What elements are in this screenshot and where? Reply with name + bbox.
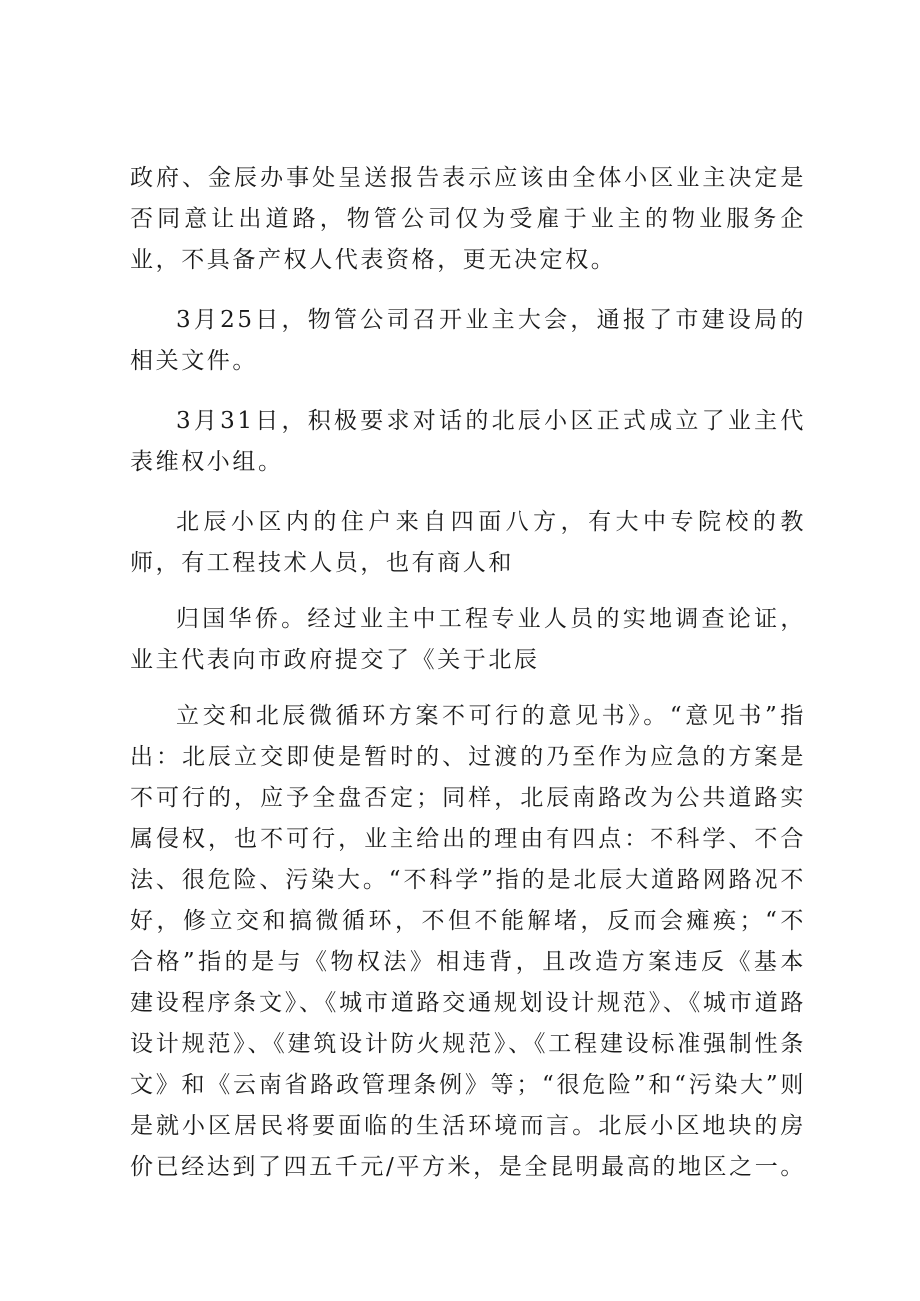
paragraph-march-31: 3月31日，积极要求对话的北辰小区正式成立了业主代表维权小组。 [130,408,806,475]
document-body [130,158,806,1207]
paragraph-opinion-letter: 立交和北辰微循环方案不可行的意见书》。“意见书”指出：北辰立交即使是暂时的、过渡的乃至作为应急的方案是不可行的，应予全盘否定；同样，北辰南路改为公共道路实属侵权，也不可行，业主给出的理由有四点：不科学、不合法、很危险、污染大。“不科学”指的是北辰大道路网路况不好，修立交和搞微循环，不但不能解堵，反而会瘫痪；“不合格”指的是与《物权法》相违背，且改造方案违反《基本建设程序条文》、《城市道路交通规划设计规范》、《城市道路设计规范》、《建筑设计防火规范》、《工程建设标准强制性条文》和《云南省路政管理条例》等；“很危险”和“污染大”则是就小区居民将要面临的生活环境而言。北辰小区地块的房价已经达到了四五千元/平方米，是全昆明最高的地区之一。 [130,703,806,1180]
paragraph-residents: 北辰小区内的住户来自四面八方，有大中专院校的教师，有工程技术人员，也有商人和 [130,509,806,576]
paragraph-march-25: 3月25日，物管公司召开业主大会，通报了市建设局的相关文件。 [130,307,806,374]
paragraph-overseas-chinese: 归国华侨。经过业主中工程专业人员的实地调查论证，业主代表向市政府提交了《关于北辰 [130,606,806,673]
paragraph-continuation: 政府、金辰办事处呈送报告表示应该由全体小区业主决定是否同意让出道路，物管公司仅为受雇于业主的物业服务企业，不具备产权人代表资格，更无决定权。 [130,165,806,273]
